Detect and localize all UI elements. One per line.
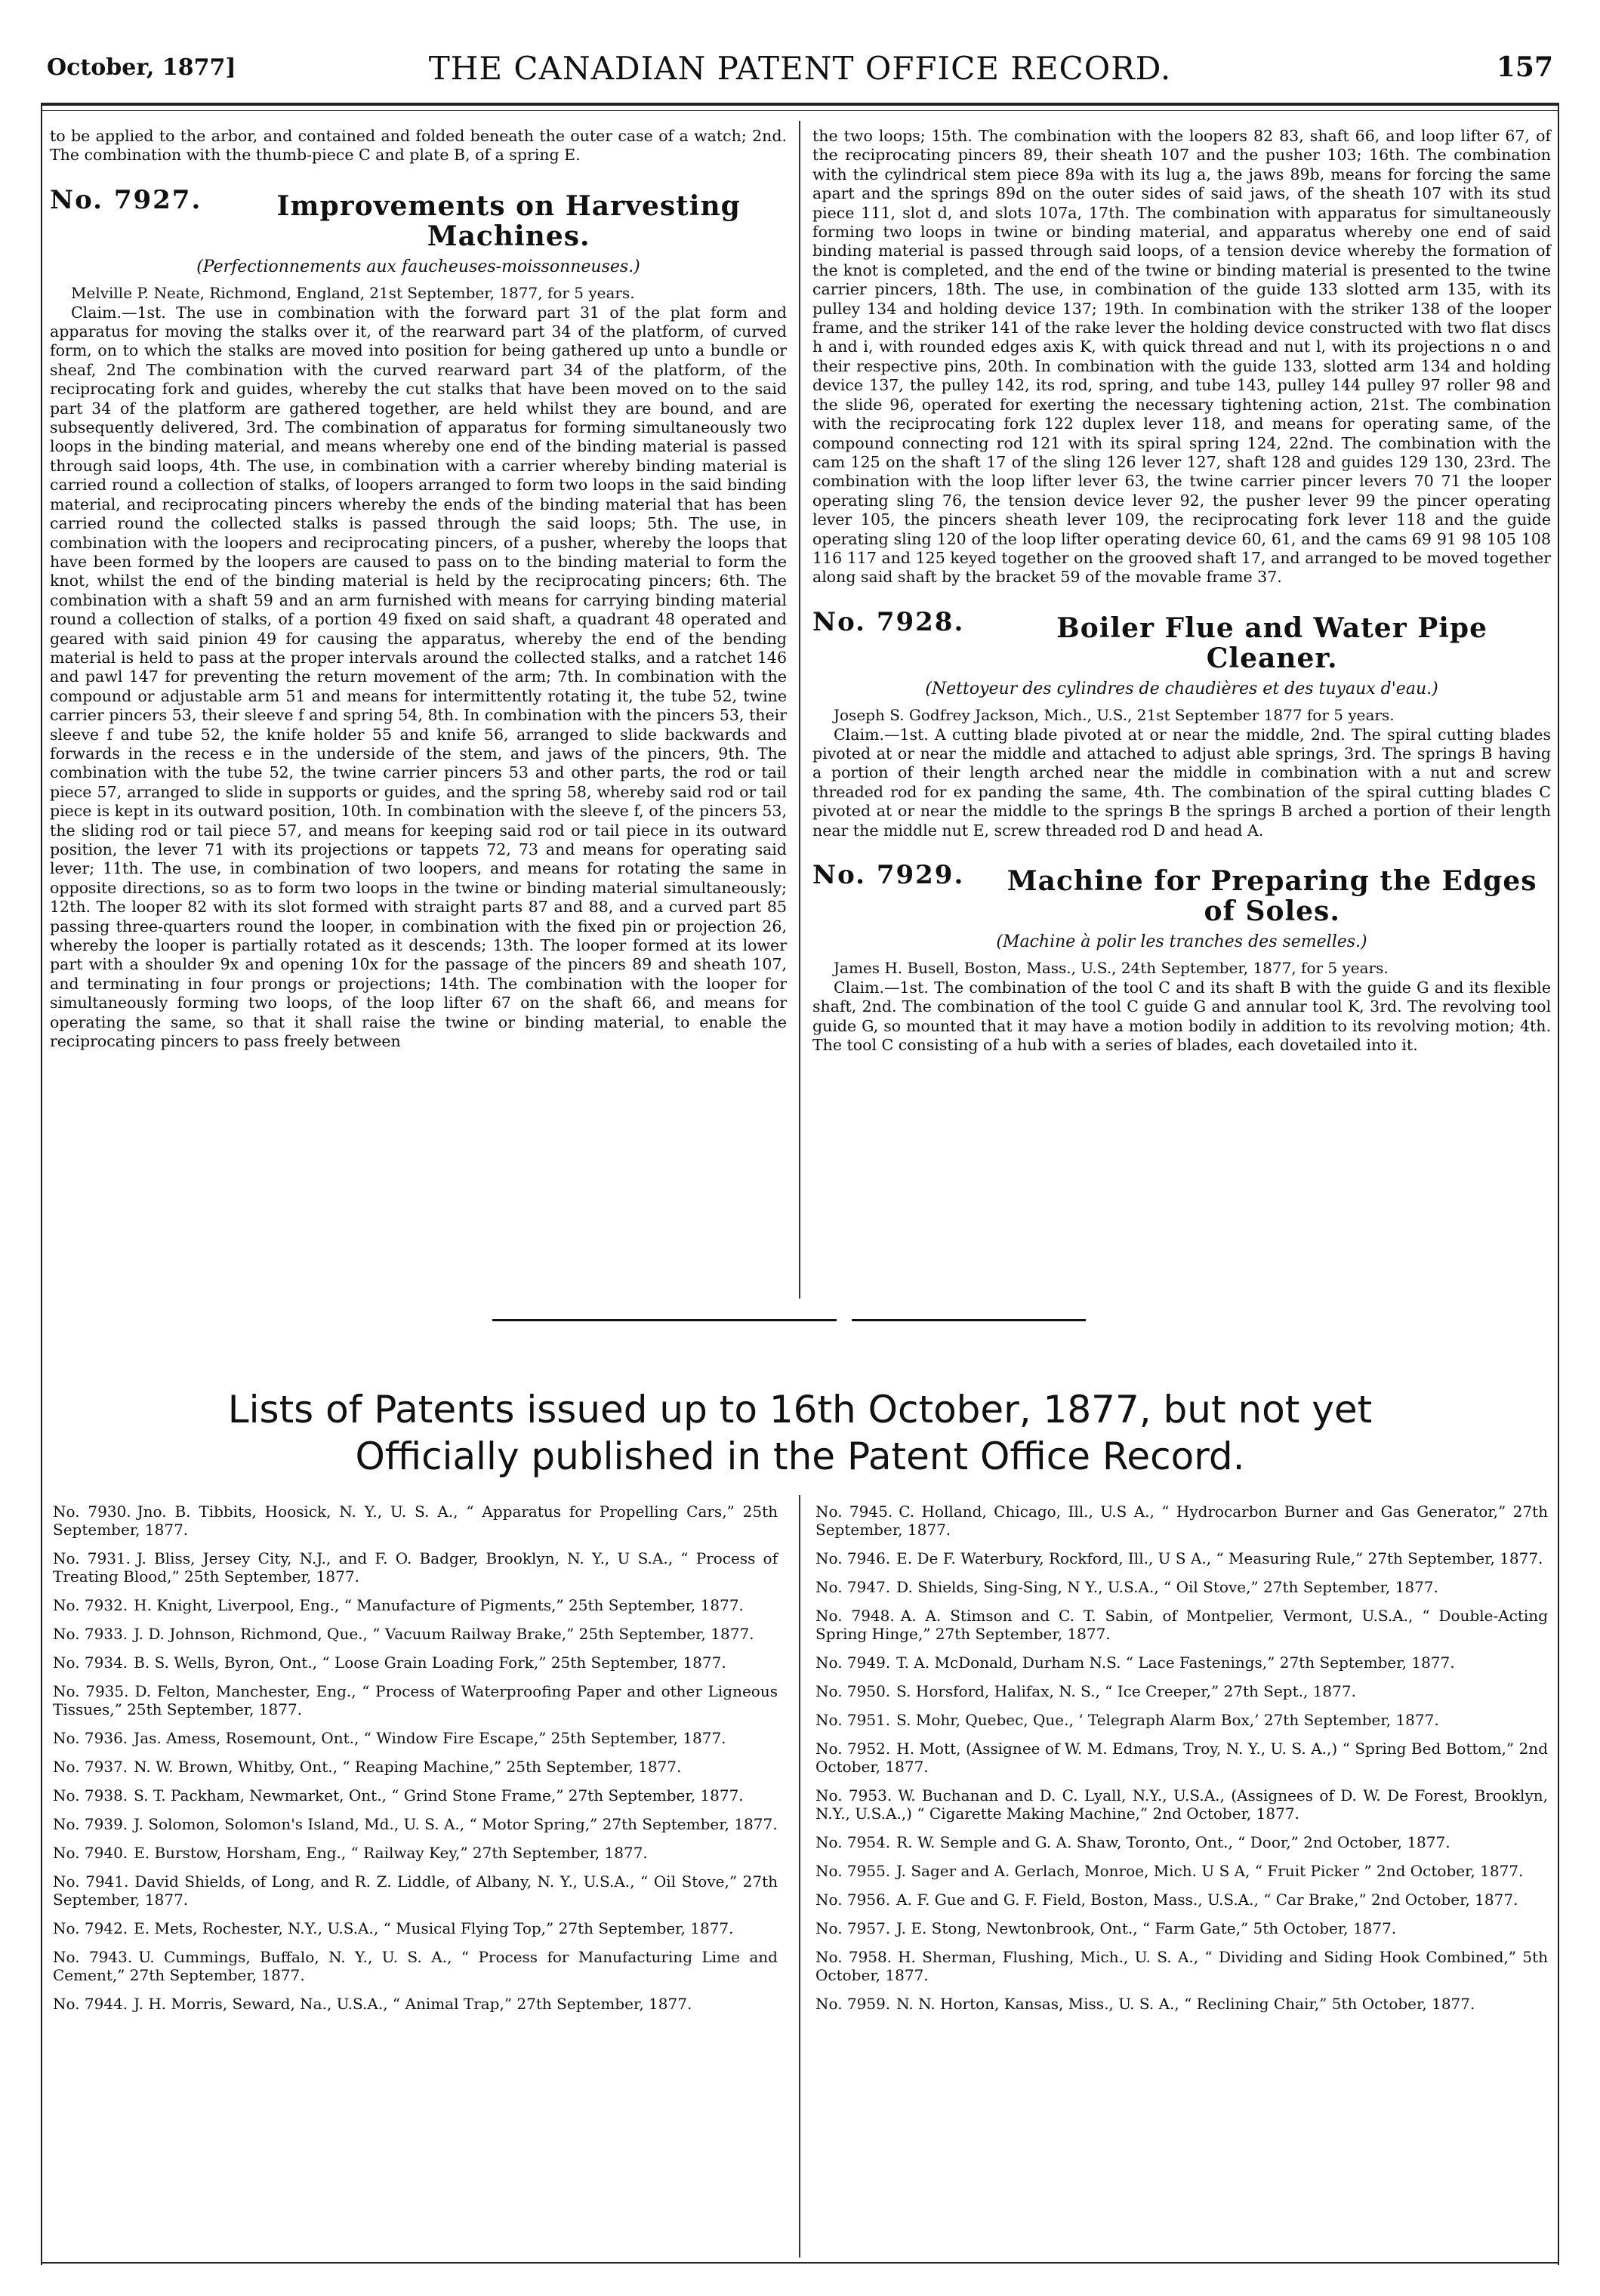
patent-heading-7929: [812, 860, 1551, 927]
patent-list-text: H. Knight, Liverpool, Eng., “ Manufacture of Pigments,” 25th September, 1877.: [134, 1596, 744, 1614]
patent-list-number: No. 7956.: [815, 1891, 891, 1909]
patent-list-text: E. Burstow, Horsham, Eng., “ Railway Key,” 27th September, 1877.: [134, 1844, 648, 1862]
list-item: [53, 1549, 778, 1586]
patent-list-number: No. 7952.: [815, 1740, 891, 1758]
patent-list-text: T. A. McDonald, Durham N.S. “ Lace Fastenings,” 27th September, 1877.: [896, 1653, 1455, 1672]
patent-list-number: No. 7937.: [53, 1758, 128, 1776]
patent-list-number: No. 7934.: [53, 1653, 128, 1672]
claim-text: Claim.—1st. A cutting blade pivoted at or near the middle, 2nd. The spiral cutting blades pivoted at or near the middle and attached to adjust able springs, 3rd. The springs B having a portion of their length arched near the middle in combination with a nut and screw threaded rod for ex panding the same, 4th. The combination of the spiral cutting blades C pivoted at or near the middle to the springs B the springs B arched a portion of their length near the middle nut E, screw threaded rod D and head A.: [812, 725, 1551, 840]
patent-number: No. 7927.: [50, 184, 202, 215]
patent-list-number: No. 7936.: [53, 1729, 128, 1747]
list-item: [815, 1948, 1548, 1984]
section-rule-right: [852, 1319, 1086, 1321]
patent-list-text: W. Buchanan and D. C. Lyall, N.Y., U.S.A., (Assignees of D. W. De Forest, Brooklyn, N.Y., U.S.A.,) “ Cigarette Making Machine,” 2nd October, 1877.: [815, 1786, 1548, 1823]
list-item: [53, 1682, 778, 1718]
inventor-line: Melville P. Neate, Richmond, England, 21st September, 1877, for 5 years.: [71, 284, 635, 303]
patent-list-number: No. 7953.: [815, 1786, 892, 1804]
patent-list-text: N. N. Horton, Kansas, Miss., U. S. A., “ Reclining Chair,” 5th October, 1877.: [896, 1995, 1475, 2013]
patent-list-text: David Shields, of Long, and R. Z. Liddle, of Albany, N. Y., U.S.A., “ Oil Stove,” 27th September, 1877.: [53, 1872, 778, 1909]
patent-list-text: J. E. Stong, Newtonbrook, Ont., “ Farm Gate,” 5th October, 1877.: [896, 1919, 1397, 1937]
list-item: [53, 1758, 778, 1776]
patent-title: Machine for Preparing the Edges of Soles.: [1007, 865, 1537, 927]
patent-list-number: No. 7948.: [815, 1607, 895, 1625]
patent-list-text: U. Cummings, Buffalo, N. Y., U. S. A., “ Process for Manufacturing Lime and Cement,” 27th September, 1877.: [53, 1948, 778, 1984]
patent-list-number: No. 7932.: [53, 1596, 128, 1614]
french-title: (Machine à polir les tranches des semelles.): [996, 932, 1367, 951]
list-item: [53, 1596, 778, 1614]
list-item: [53, 1502, 778, 1539]
patent-list-text: H. Sherman, Flushing, Mich., U. S. A., “ Dividing and Siding Hook Combined,” 5th October, 1877.: [815, 1948, 1548, 1984]
patent-list-text: B. S. Wells, Byron, Ont., “ Loose Grain Loading Fork,” 25th September, 1877.: [134, 1653, 726, 1672]
list-item: [815, 1711, 1548, 1729]
patent-list-number: No. 7944.: [53, 1995, 128, 2013]
list-item: [815, 1786, 1548, 1823]
patent-list-number: No. 7946.: [815, 1549, 891, 1567]
bottom-rule: [41, 2262, 1559, 2264]
patent-list-text: D. Felton, Manchester, Eng., “ Process of Waterproofing Paper and other Ligneous Tissues,” 25th September, 1877.: [53, 1682, 778, 1718]
inventor-line: James H. Busell, Boston, Mass., U.S., 24th September, 1877, for 5 years.: [834, 959, 1389, 978]
list-item: [53, 1729, 778, 1747]
patent-list-text: S. Horsford, Halifax, N. S., “ Ice Creeper,” 27th Sept., 1877.: [896, 1682, 1356, 1700]
patent-list-number: No. 7959.: [815, 1995, 891, 2013]
patent-list-number: No. 7938.: [53, 1786, 128, 1804]
patent-list-right: [815, 1502, 1548, 2023]
list-item: [815, 1995, 1548, 2013]
patent-list-text: J. D. Johnson, Richmond, Que., “ Vacuum Railway Brake,” 25th September, 1877.: [134, 1625, 754, 1643]
claim-text: Claim.—1st. The use in combination with the forward part 31 of the plat form and apparatus for moving the stalks over it, of the rearward part 34 of the platform, of curved form, on to which the stalks are moved into position for being gathered up unto a bundle or sheaf, 2nd The combination with the curved rearward part 34 of the platform, of the reciprocating fork and guides, whereby the cut stalks that have been moved on to the said part 34 of the platform are gathered together, are held whilst they are bound, and are subsequently delivered, 3rd. The combination of apparatus for forming simultaneously two loops in the binding material, and means whereby one end of the binding material is passed through said loops, 4th. The use, in combination with a carrier whereby binding material is carried round a collection of stalks, of loopers arranged to form two loops in the said binding material, and reciprocating pincers whereby the ends of the binding material that has been carried round the collected stalks is passed through the said loops; 5th. The use, in combination with the loopers and reciprocating pincers, of a pusher, whereby the loops that have been formed by the loopers are caused to pass on to the binding material to form the knot, whilst the end of the binding material is held by the reciprocating pincers; 6th. The combination with a shaft 59 and an arm furnished with means for carrying binding material round a collection of stalks, of a portion 49 fixed on said shaft, a quadrant 48 operated and geared with said pinion 49 for causing the apparatus, whereby the end of the bending material is held to pass at the proper intervals around the collected stalks, and a ratchet 146 and pawl 147 for preventing the return movement of the arm; 7th. In combination with the compound or adjustable arm 51 and means for intermittently rotating it, the tube 52, twine carrier pincers 53, their sleeve f and spring 54, 8th. In combination with the pincers 53, their sleeve f and tube 52, the knife holder 55 and knife 56, arranged to slide backwards and forwards in the recess e in the underside of the stem, and jaws of the pincers, 9th. The combination with the tube 52, the twine carrier pincers 53 and other parts, the rod or tail piece 57, arranged to slide in supports or guides, and the spring 58, whereby said rod or tail piece is kept in its outward position, 10th. In combination with the sleeve f, of the pincers 53, the sliding rod or tail piece 57, and means for keeping said rod or tail piece in its outward position, the lever 71 with its projections or tappets 72, 73 and means for operating said lever; 11th. The use, in combination of two loopers, and means for rotating the same in opposite directions, so as to form two loops in the twine or binding material simultaneously; 12th. The looper 82 with its slot formed with straight parts 87 and 88, and a curved part 85 passing three-quarters round the looper, in combination with the fixed pin or projection 26, whereby the looper is partially rotated as it descends; 13th. The looper formed at its lower part with a shoulder 9x and opening 10x for the passage of the pincers 89 and sheath 107, and terminating in four prongs or projections; 14th. The combination with the looper for simultaneously forming two loops, of the loop lifter 67 on the shaft 66, and means for operating the same, so that it shall raise the twine or binding material, to enable the reciprocating pincers to pass freely between: [50, 303, 787, 1051]
list-item: [53, 1786, 778, 1804]
list-item: [815, 1919, 1548, 1937]
list-item: [815, 1607, 1548, 1643]
patent-list-number: No. 7945.: [815, 1502, 893, 1521]
patent-list-number: No. 7958.: [815, 1948, 892, 1966]
claim-text: Claim.—1st. The combination of the tool C and its shaft B with the guide G and its flexible shaft, 2nd. The combination of the tool C guide G and annular tool K, 3rd. The revolving tool guide G, so mounted that it may have a motion bodily in addition to its revolving motion; 4th. The tool C consisting of a hub with a series of blades, each dovetailed into it.: [812, 978, 1551, 1055]
patent-number: No. 7928.: [812, 606, 965, 637]
patent-list-number: No. 7950.: [815, 1682, 891, 1700]
list-item: [53, 1872, 778, 1909]
patent-number: No. 7929.: [812, 860, 965, 890]
list-item: [53, 1653, 778, 1672]
list-item: [815, 1653, 1548, 1672]
lists-heading: [45, 1386, 1555, 1480]
patent-list-text: E. Mets, Rochester, N.Y., U.S.A., “ Musical Flying Top,” 27th September, 1877.: [134, 1919, 734, 1937]
list-item: [53, 1995, 778, 2013]
left-column: [50, 127, 787, 1051]
patent-list-number: No. 7955.: [815, 1862, 891, 1880]
list-item: [815, 1833, 1548, 1851]
patent-list-text: A. F. Gue and G. F. Field, Boston, Mass., U.S.A., “ Car Brake,” 2nd October, 1877.: [896, 1891, 1518, 1909]
patent-list-text: J. Solomon, Solomon's Island, Md., U. S. A., “ Motor Spring,” 27th September, 1877.: [134, 1815, 778, 1833]
patent-list-number: No. 7943.: [53, 1948, 133, 1966]
inventor-line: Joseph S. Godfrey Jackson, Mich., U.S., 21st September 1877 for 5 years.: [834, 706, 1395, 725]
patent-list-number: No. 7954.: [815, 1833, 891, 1851]
patent-list-number: No. 7933.: [53, 1625, 128, 1643]
patent-title: Boiler Flue and Water Pipe Cleaner.: [1056, 612, 1488, 674]
lists-heading-line1: Lists of Patents issued up to 16th October, 1877, but not yet: [227, 1388, 1373, 1432]
patent-list-text: E. De F. Waterbury, Rockford, Ill., U S A., “ Measuring Rule,” 27th September, 1877.: [896, 1549, 1543, 1567]
patent-list-text: C. Holland, Chicago, Ill., U.S A., “ Hydrocarbon Burner and Gas Generator,” 27th September, 1877.: [815, 1502, 1548, 1539]
patent-heading-7927: [50, 184, 787, 252]
patent-list-text: Jno. B. Tibbits, Hoosick, N. Y., U. S. A., “ Apparatus for Propelling Cars,” 25th September, 1877.: [53, 1502, 778, 1539]
patent-list-left: [53, 1502, 778, 2023]
right-column: [812, 127, 1551, 1055]
list-item: [815, 1740, 1548, 1776]
lists-heading-line2: Officially published in the Patent Office Record.: [355, 1435, 1245, 1478]
list-item: [815, 1502, 1548, 1539]
patent-list-number: No. 7939.: [53, 1815, 128, 1833]
patent-list-text: A. A. Stimson and C. T. Sabin, of Montpelier, Vermont, U.S.A., “ Double-Acting Spring Hinge,” 27th September, 1877.: [815, 1607, 1548, 1643]
column-divider: [799, 121, 800, 1299]
patent-list-text: D. Shields, Sing-Sing, N Y., U.S.A., “ Oil Stove,” 27th September, 1877.: [896, 1578, 1438, 1596]
patent-list-text: S. Mohr, Quebec, Que., ‘ Telegraph Alarm Box,’ 27th September, 1877.: [896, 1711, 1439, 1729]
issue-date: October, 1877]: [47, 54, 236, 81]
patent-list-text: S. T. Packham, Newmarket, Ont., “ Grind Stone Frame,” 27th September, 1877.: [134, 1786, 744, 1804]
list-item: [53, 1625, 778, 1643]
journal-title: THE CANADIAN PATENT OFFICE RECORD.: [428, 50, 1172, 87]
patent-list-number: No. 7947.: [815, 1578, 891, 1596]
continuation-text: to be applied to the arbor, and contained and folded beneath the outer case of a watch; 2nd. The combination with the thumb-piece C and plate B, of a spring E.: [50, 127, 787, 165]
section-rule-left: [492, 1319, 837, 1321]
patent-list-number: No. 7930.: [53, 1502, 131, 1521]
list-item: [815, 1549, 1548, 1567]
patent-list-number: No. 7931.: [53, 1549, 131, 1567]
list-item: [815, 1862, 1548, 1880]
patent-list-number: No. 7942.: [53, 1919, 128, 1937]
list-item: [815, 1682, 1548, 1700]
list-item: [815, 1891, 1548, 1909]
patent-list-number: No. 7935.: [53, 1682, 129, 1700]
list-item: [53, 1844, 778, 1862]
patent-list-text: N. W. Brown, Whitby, Ont., “ Reaping Machine,” 25th September, 1877.: [134, 1758, 682, 1776]
patent-list-text: H. Mott, (Assignee of W. M. Edmans, Troy, N. Y., U. S. A.,) “ Spring Bed Bottom,” 2nd October, 1877.: [815, 1740, 1548, 1776]
patent-list-number: No. 7957.: [815, 1919, 891, 1937]
french-title: (Perfectionnements aux faucheuses-moissonneuses.): [196, 257, 640, 276]
patent-list-number: No. 7951.: [815, 1711, 891, 1729]
page-number: 157: [1496, 51, 1553, 83]
patent-list-number: No. 7940.: [53, 1844, 128, 1862]
french-title: (Nettoyeur des cylindres de chaudières et des tuyaux d'eau.): [925, 679, 1438, 698]
patent-heading-7928: [812, 606, 1551, 674]
list-item: [53, 1948, 778, 1984]
list-item: [815, 1578, 1548, 1596]
patent-list-text: J. Sager and A. Gerlach, Monroe, Mich. U S A, “ Fruit Picker ” 2nd October, 1877.: [896, 1862, 1524, 1880]
continuation-text: the two loops; 15th. The combination with the loopers 82 83, shaft 66, and loop lifter 67, of the reciprocating pincers 89, their sheath 107 and the pusher 103; 16th. The combination with the cylindrical stem piece 89a with its lug a, the jaws 89b, means for forcing the same apart and the springs 89d on the outer sides of said jaws, of the sheath 107 with its stud piece 111, slot d, and slots 107a, 17th. The combination with apparatus for simultaneously forming two loops in twine or binding material, and apparatus whereby one end of said binding material is passed through said loops, of a tension device whereby the formation of the knot is completed, and the end of the twine or binding material is presented to the twine carrier pincers, 18th. The use, in combination of the guide 133 slotted arm 135, with its pulley 134 and holding device 137; 19th. In combination with the striker 138 of the looper frame, and the striker 141 of the rake lever the holding device constructed with two flat discs h and i, with rounded edges axis K, with quick thread and nut l, with its projections n o and their respective pins, 20th. In combination with the guide 133, slotted arm 134 and holding device 137, the pulley 142, its rod, spring, and tube 143, pulley 144 pulley 97 roller 98 and the slide 96, operated for exerting the necessary tightening action, 21st. The combination with the reciprocating fork 122 duplex lever 118, and means for operating same, of the compound connecting rod 121 with its spiral spring 124, 22nd. The combination with the cam 125 on the shaft 17 of the sling 126 lever 127, shaft 128 and guides 129 130, 23rd. The combination with the loop lifter lever 63, the twine carrier pincer levers 70 71 the looper operating sling 76, the tension device lever 92, the pusher lever 99 the pincer operating lever 105, the pincers sheath lever 109, the reciprocating fork lever 118 and the guide operating sling 120 of the loop lifter operating device 60, 61, and the cams 69 91 98 105 108 116 117 and 125 keyed together on the grooved shaft 17, and arranged to be moved together along said shaft by the bracket 59 of the movable frame 37.: [812, 127, 1551, 587]
list-column-divider: [799, 1495, 800, 2257]
patent-list-text: Jas. Amess, Rosemount, Ont., “ Window Fire Escape,” 25th September, 1877.: [134, 1729, 726, 1747]
patent-list-number: No. 7941.: [53, 1872, 129, 1891]
running-head: [47, 47, 1553, 89]
patent-list-text: J. Bliss, Jersey City, N.J., and F. O. Badger, Brooklyn, N. Y., U S.A., “ Process of Treating Blood,” 25th September, 1877.: [53, 1549, 778, 1586]
patent-list-number: No. 7949.: [815, 1653, 891, 1672]
list-item: [53, 1815, 778, 1833]
patent-list-text: R. W. Semple and G. A. Shaw, Toronto, Ont., “ Door,” 2nd October, 1877.: [896, 1833, 1450, 1851]
list-item: [53, 1919, 778, 1937]
patent-list-text: J. H. Morris, Seward, Na., U.S.A., “ Animal Trap,” 27th September, 1877.: [134, 1995, 692, 2013]
patent-title: Improvements on Harvesting Machines.: [276, 190, 741, 252]
